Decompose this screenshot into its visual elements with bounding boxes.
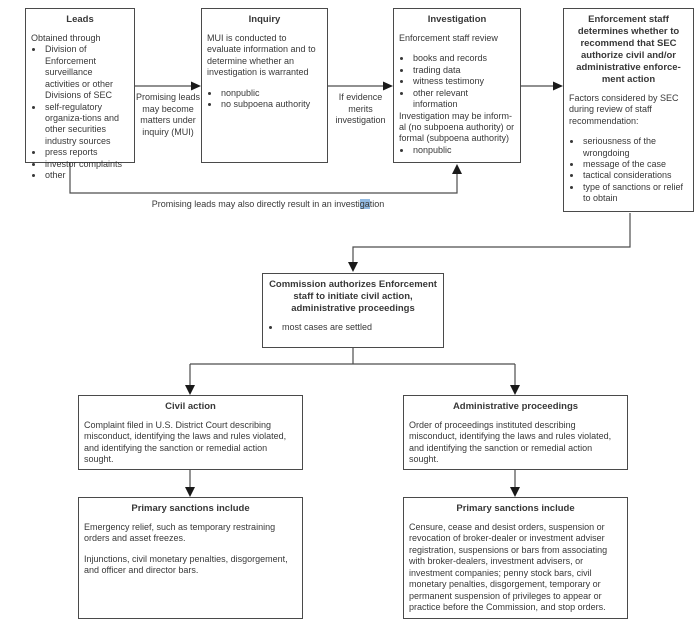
commission-title: Commission authorizes Enforcement staff to initiate civil action, administrative proceedings (269, 279, 437, 314)
leads-title: Leads (66, 14, 94, 25)
arrowhead-split-admin (510, 385, 520, 395)
civil-action-box (78, 395, 303, 470)
civil-action-title: Civil action (165, 401, 216, 412)
list-item: • books and records (412, 53, 515, 64)
commission-bullet-list (268, 322, 438, 333)
inquiry-box (201, 8, 328, 163)
list-item: • seriousness of the wrongdoing (582, 136, 688, 159)
civil-sanctions-box (78, 497, 303, 619)
list-item: • investor complaints (44, 159, 129, 170)
list-item: • Division of Enforcement surveillance activities or other Divisions of SEC (44, 44, 129, 101)
civil-sanctions-para-1: Emergency relief, such as temporary restraining orders and asset freezes. (84, 521, 276, 544)
administrative-sanctions-body: Censure, cease and desist orders, suspension or revocation of broker-dealer or investment adviser registration, suspensions or bars from associating with broker-dealers, investment advisers, or investment companies; penny stock bars, civil monetary penalties, disgorgement, temporary or permanent suspension of privileges to appear or practice before the Commission, and stop orders. (409, 521, 608, 612)
civil-sanctions-para-2: Injunctions, civil monetary penalties, disgorgement, and officer and director bars. (84, 553, 288, 576)
administrative-proceedings-box (403, 395, 628, 470)
arrowhead-civil-sanctions (185, 487, 195, 497)
list-item: • other (44, 170, 129, 181)
commission-box (262, 273, 444, 348)
arrowhead-investigation-enforcement (553, 82, 563, 91)
arrowhead-bypass-investigation (452, 164, 462, 174)
enforcement-staff-box (563, 8, 694, 212)
arrowhead-enforcement-commission (348, 262, 358, 272)
enforcement-staff-intro: Factors considered by SEC during review of staff recommendation: (569, 92, 679, 126)
leads-box (25, 8, 135, 181)
connector-enforcement-commission (353, 213, 630, 263)
administrative-sanctions-title: Primary sanctions include (456, 503, 575, 514)
civil-action-body: Complaint filed in U.S. District Court describing misconduct, identifying the laws and rules violated, and identifying the sanction or remedial action sought. (84, 419, 287, 465)
list-item: • nonpublic (220, 88, 322, 99)
investigation-body: Investigation may be inform-al (no subpoena authority) or formal (subpoena authority) (399, 110, 515, 144)
arrowhead-admin-sanctions (510, 487, 520, 497)
arrowhead-inquiry-investigation (383, 82, 393, 91)
list-item: • press reports (44, 147, 129, 158)
list-item: • other relevant information (412, 88, 515, 111)
edge-label-bypass (138, 199, 398, 211)
leads-bullet-list (31, 44, 129, 181)
civil-sanctions-title: Primary sanctions include (131, 503, 250, 514)
list-item: • most cases are settled (281, 322, 438, 333)
list-item: • nonpublic (412, 145, 515, 156)
inquiry-body: MUI is conducted to evaluate information and to determine whether an investigation is warranted (207, 32, 316, 78)
list-item: • trading data (412, 65, 515, 76)
leads-intro: Obtained through (31, 32, 101, 43)
list-item: • witness testimony (412, 76, 515, 87)
inquiry-bullet-list (207, 88, 322, 111)
list-item: • tactical considerations (582, 170, 688, 181)
list-item: • type of sanctions or relief to obtain (582, 182, 688, 205)
edge-label-inquiry-to-investigation: If evidence merits investigation (335, 92, 386, 126)
bypass-text-after: tion (369, 199, 385, 209)
administrative-proceedings-body: Order of proceedings instituted describing misconduct, identifying the laws and rules violated, and identifying the sanction or remedial action sought. (409, 419, 612, 465)
edge-label-leads-to-inquiry: Promising leads may become matters under inquiry (MUI) (135, 92, 201, 138)
list-item: • no subpoena authority (220, 99, 322, 110)
list-item: • message of the case (582, 159, 688, 170)
arrowhead-split-civil (185, 385, 195, 395)
investigation-bullet-list (399, 53, 515, 110)
bypass-text-before: Promising leads may also directly result in an investi (151, 199, 360, 209)
arrowhead-leads-inquiry (191, 82, 201, 91)
enforcement-staff-bullet-list (569, 136, 688, 205)
inquiry-title: Inquiry (248, 14, 281, 25)
administrative-proceedings-title: Administrative proceedings (452, 401, 579, 412)
investigation-intro: Enforcement staff review (399, 32, 498, 43)
enforcement-staff-title: Enforcement staff determines whether to recommend that SEC authorize civil and/or administrative enforce-ment action (576, 14, 681, 85)
investigation-box (393, 8, 521, 163)
investigation-title: Investigation (427, 14, 487, 25)
list-item: • self-regulatory organiza-tions and other securities industry sources (44, 102, 129, 148)
investigation-bullet-list-2 (399, 145, 515, 156)
text-selection-highlight: ga (359, 199, 370, 209)
administrative-sanctions-box (403, 497, 628, 619)
